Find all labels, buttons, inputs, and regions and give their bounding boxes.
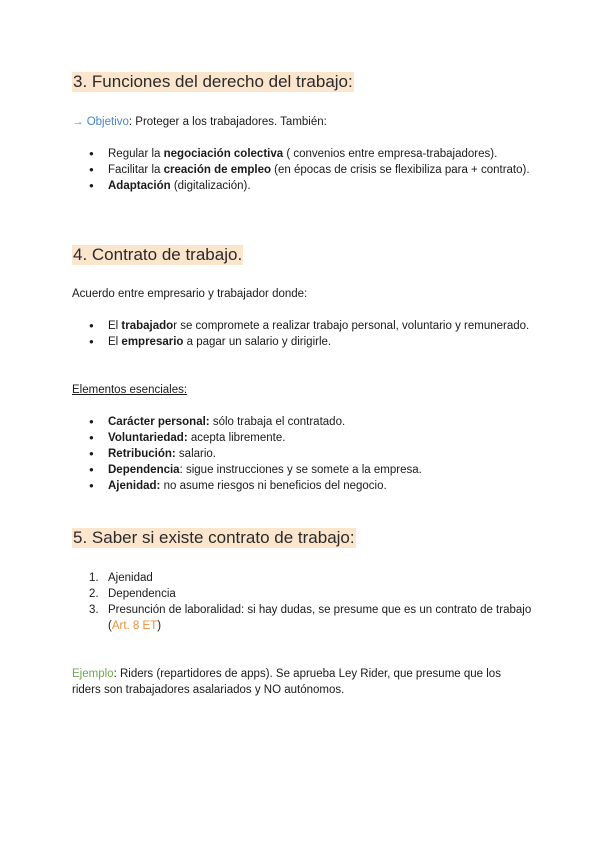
elementos-list (72, 414, 532, 494)
article-reference: Art. 8 ET (111, 620, 158, 632)
arrow-glyph: → (72, 116, 84, 128)
list-item: 3. Presunción de laboralidad: si hay dudas, se presume que es un contrato de trabajo (Art. 8 ET) (89, 604, 532, 632)
objetivo-text: : Proteger a los trabajadores. También: (128, 116, 327, 128)
list-item: 2. Dependencia (89, 588, 176, 600)
list-item: ● Ajenidad: no asume riesgos ni beneficios del negocio. (72, 478, 532, 494)
section-4-heading: 4. Contrato de trabajo. (73, 245, 243, 264)
ejemplo-label: Ejemplo (72, 668, 114, 680)
list-item: ● Regular la negociación colectiva ( convenios entre empresa-trabajadores). (72, 146, 532, 162)
list-item: ● Dependencia: sigue instrucciones y se somete a la empresa. (72, 462, 532, 478)
objetivo-label: Objetivo (86, 116, 129, 128)
list-item: ● El empresario a pagar un salario y dirigirle. (72, 334, 532, 350)
list-item: 1. Ajenidad (89, 572, 153, 584)
ejemplo-text: : Riders (repartidores de apps). Se aprueba Ley Rider, que presume que los riders son trabajadores asalariados y NO autónomos. (72, 668, 501, 696)
saber-list (72, 570, 532, 634)
contrato-list (72, 318, 532, 350)
list-item: ● Retribución: salario. (72, 446, 532, 462)
section-3-heading: 3. Funciones del derecho del trabajo: (73, 72, 353, 91)
ejemplo-paragraph (72, 666, 532, 698)
list-item: ● Voluntariedad: acepta libremente. (72, 430, 532, 446)
contrato-intro: Acuerdo entre empresario y trabajador donde: (72, 288, 308, 300)
elementos-title: Elementos esenciales: (72, 384, 188, 396)
list-item: ● Carácter personal: sólo trabaja el contratado. (72, 414, 532, 430)
list-item: ● Adaptación (digitalización). (72, 178, 532, 194)
section-5-heading: 5. Saber si existe contrato de trabajo: (73, 528, 355, 547)
list-item: ● El trabajador se compromete a realizar trabajo personal, voluntario y remunerado. (72, 318, 532, 334)
list-item: ● Facilitar la creación de empleo (en épocas de crisis se flexibiliza para + contrato). (72, 162, 532, 178)
objetivo-line (72, 114, 532, 130)
funciones-list (72, 146, 532, 194)
